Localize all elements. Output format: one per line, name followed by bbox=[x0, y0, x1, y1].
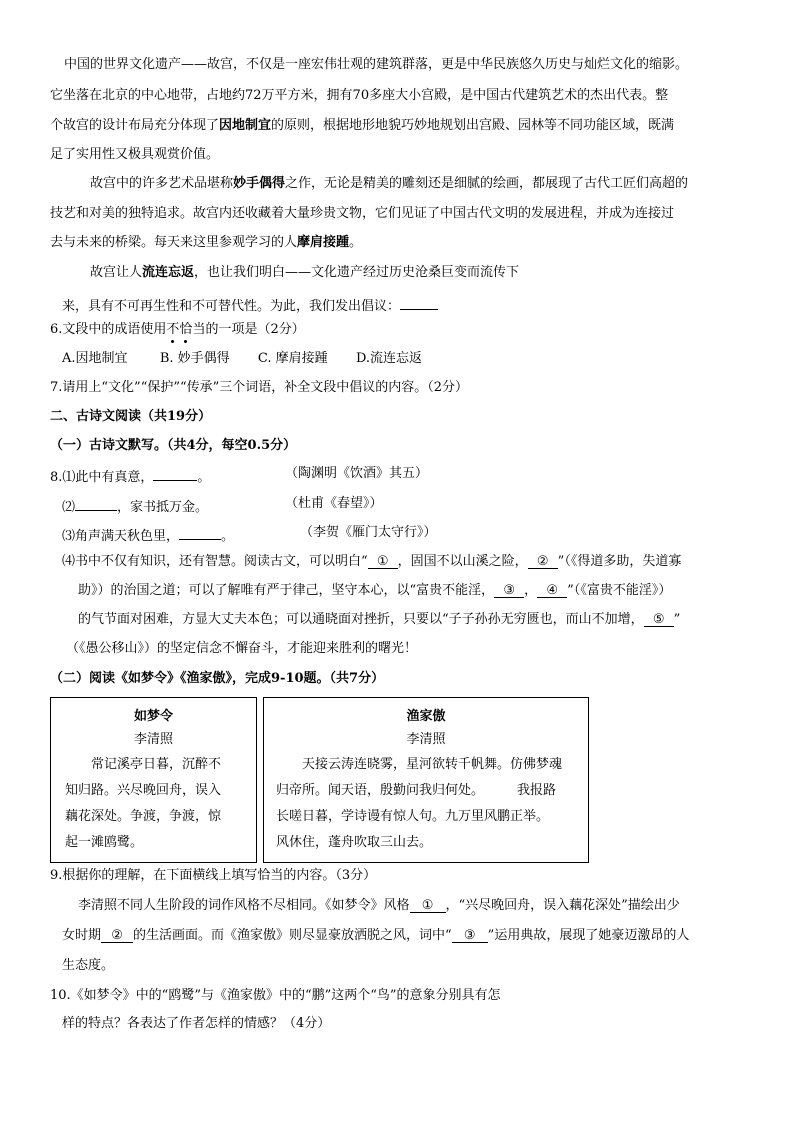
poem-author: 李清照 bbox=[406, 732, 446, 747]
blank[interactable] bbox=[153, 465, 197, 481]
poem-body: 常记溪亭日暮，沉醉不 知归路。兴尽晚回舟，误入 藕花深处。争渡，争渡，惊 起一滩鸥鹭。 bbox=[65, 757, 222, 850]
idiom-liulianwangfan: 流连忘返 bbox=[142, 265, 195, 280]
q8-line-1: 8.⑴此中有真意， 。 bbox=[50, 465, 210, 487]
blank[interactable]: ⑤ bbox=[644, 611, 674, 627]
subsection-heading: （一）古诗文默写。（共4分，每空0.5分） bbox=[50, 438, 297, 453]
blank[interactable]: ④ bbox=[537, 582, 567, 598]
question-10: 样的特点？各表达了作者怎样的情感？（4分） bbox=[62, 1016, 331, 1031]
section-heading: 二、古诗文阅读（共19分） bbox=[50, 409, 212, 424]
q9-line: 生态度。 bbox=[62, 958, 115, 973]
idiom-miaoshououde: 妙手偶得 bbox=[233, 176, 286, 191]
question-9: 9.根据你的理解，在下面横线上填写恰当的内容。（3分） bbox=[50, 868, 377, 883]
question-6: 6.文段中的成语使用不恰当的一项是（2分） bbox=[50, 322, 305, 337]
passage-line: 它坐落在北京的中心地带，占地约72万平方米，拥有70多座大小宫殿，是中国古代建筑艺术的杰出代表。整 bbox=[50, 88, 669, 103]
blank[interactable]: ③ bbox=[452, 927, 488, 943]
blank[interactable] bbox=[75, 495, 117, 511]
q8-source-2: （杜甫《春望》） bbox=[285, 496, 383, 511]
passage-line: 足了实用性又极具观赏价值。 bbox=[50, 147, 220, 162]
passage-line: 中国的世界文化遗产——故宫，不仅是一座宏伟壮观的建筑群落，更是中华民族悠久历史与灿烂文化的缩影。 bbox=[64, 57, 689, 72]
poem-author: 李清照 bbox=[133, 732, 173, 747]
blank-proposal[interactable] bbox=[400, 294, 438, 310]
blank[interactable]: ③ bbox=[494, 582, 524, 598]
q8-line-4: ⑷书中不仅有知识，还有智慧。阅读古文，可以明白“ ① ，固国不以山溪之险， ② ”（《得道多助，失道寡 bbox=[62, 554, 682, 569]
passage-line: 个故宫的设计布局充分体现了因地制宜的原则，根据地形地貌巧妙地规划出宫殿、园林等不同功能区域，既满 bbox=[50, 118, 675, 133]
idiom-yindizhiyi: 因地制宜 bbox=[219, 118, 272, 133]
question-7: 7.请用上“文化”“保护”“传承”三个词语，补全文段中倡议的内容。（2分） bbox=[50, 380, 469, 395]
passage-line: 故宫中的许多艺术品堪称妙手偶得之作，无论是精美的雕刻还是细腻的绘画，都展现了古代工匠们高超的 bbox=[90, 176, 689, 191]
idiom-mojianjiezhong: 摩肩接踵 bbox=[297, 235, 350, 250]
passage-line: 故宫让人流连忘返，也让我们明白——文化遗产经过历史沧桑巨变而流传下 bbox=[90, 265, 520, 280]
q8-line-4: （《愚公移山》）的坚定信念不懈奋斗，才能迎来胜利的曙光！ bbox=[66, 641, 418, 656]
q9-line: 女时期 ② 的生活画面。而《渔家傲》则尽显豪放洒脱之风，词中“ ③ ”运用典故，展现了她豪迈激昂的人 bbox=[62, 928, 690, 943]
poem-title: 如梦令 bbox=[133, 709, 173, 724]
blank[interactable] bbox=[179, 524, 221, 540]
q8-line-3: ⑶角声满天秋色里， 。 bbox=[62, 524, 234, 546]
passage-line: 来，具有不可再生性和不可替代性。为此，我们发出倡议： bbox=[62, 294, 438, 316]
passage-line: 技艺和对美的独特追求。故宫内还收藏着大量珍贵文物，它们见证了中国古代文明的发展进程，并成为连接过 bbox=[50, 206, 675, 221]
option-a[interactable]: A.因地制宜 bbox=[62, 351, 128, 366]
q8-source-3: （李贺《雁门太守行》） bbox=[300, 525, 437, 540]
blank[interactable]: ① bbox=[410, 897, 446, 913]
option-c[interactable]: C. 摩肩接踵 bbox=[257, 351, 328, 366]
passage-line: 去与未来的桥梁。每天来这里参观学习的人摩肩接踵。 bbox=[50, 235, 363, 250]
question-10: 10.《如梦令》中的“鸥鹭”与《渔家傲》中的“鹏”这两个“鸟”的意象分别具有怎 bbox=[50, 988, 501, 1003]
blank[interactable]: ② bbox=[101, 927, 133, 943]
q8-line-4: 的气节面对困难，方显大丈夫本色；可以通晓面对挫折，只要以“子子孙孙无穷匮也，而山不加增， ⑤ ” bbox=[78, 612, 681, 627]
poem-box-rumengling bbox=[50, 697, 257, 863]
option-d[interactable]: D.流连忘返 bbox=[355, 351, 423, 366]
option-b[interactable]: B. 妙手偶得 bbox=[159, 351, 230, 366]
poem-box-yujiaao bbox=[263, 697, 589, 863]
blank[interactable]: ② bbox=[528, 553, 558, 569]
subsection-heading: （二）阅读《如梦令》《渔家傲》，完成9-10题。（共7分） bbox=[50, 671, 385, 686]
poem-body: 天接云涛连晓雾，星河欲转千帆舞。仿佛梦魂 归帝所。闻天语，殷勤问我归何处。 我报路 长嗟日暮，学诗谩有惊人句。九万里风鹏正举。 风休住，蓬舟吹取三山去。 bbox=[276, 757, 563, 850]
q8-line-4: 助》）的治国之道；可以了解唯有严于律己，坚守本心，以“富贵不能淫， ③ ， ④ ”（《富贵不能淫》） bbox=[78, 583, 672, 598]
q8-line-2: ⑵ ，家书抵万金。 bbox=[62, 495, 208, 517]
q9-line: 李清照不同人生阶段的词作风格不尽相同。《如梦令》风格 ① ，“兴尽晚回舟，误入藕花深处”描绘出少 bbox=[78, 898, 680, 913]
q8-source-1: （陶渊明《饮酒》其五） bbox=[285, 466, 429, 481]
poem-title: 渔家傲 bbox=[406, 709, 446, 724]
q6-options bbox=[62, 350, 422, 368]
blank[interactable]: ① bbox=[368, 553, 398, 569]
